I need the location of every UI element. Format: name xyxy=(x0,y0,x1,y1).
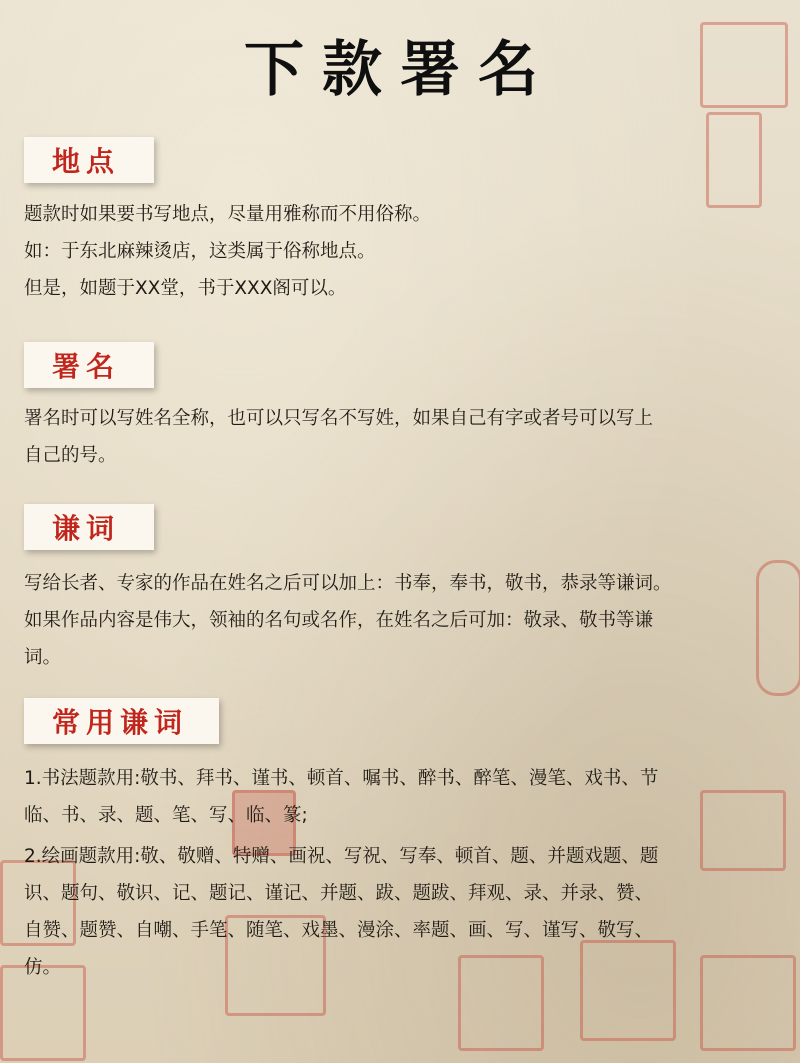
section-line: 自己的号。 xyxy=(24,445,117,466)
section-label-location: 地点 xyxy=(24,137,154,183)
section-line: 但是，如题于XX堂，书于XXX阁可以。 xyxy=(24,278,347,299)
section-label-humble-words: 谦词 xyxy=(24,504,154,550)
section-line: 识、题句、敬识、记、题记、谨记、并题、跋、题跋、拜观、录、并录、赞、 xyxy=(24,883,654,904)
page-title: 下款署名 xyxy=(244,35,556,105)
section-label-signature: 署名 xyxy=(24,342,154,388)
section-label-common-humble-words: 常用谦词 xyxy=(24,698,219,744)
section-line: 题款时如果要书写地点，尽量用雅称而不用俗称。 xyxy=(24,204,432,225)
section-line: 仿。 xyxy=(24,957,62,978)
seal-stamp xyxy=(706,112,762,208)
section-line: 1.书法题款用:敬书、拜书、谨书、顿首、嘱书、醉书、醉笔、漫笔、戏书、节 xyxy=(24,768,659,789)
section-line: 自赞、题赞、自嘲、手笔、随笔、戏墨、漫涂、率题、画、写、谨写、敬写、 xyxy=(24,920,654,941)
section-line: 词。 xyxy=(24,647,62,668)
section-line: 如：于东北麻辣烫店，这类属于俗称地点。 xyxy=(24,241,376,262)
section-line: 临、书、录、题、笔、写、临、篆; xyxy=(24,805,308,826)
section-line: 署名时可以写姓名全称，也可以只写名不写姓，如果自己有字或者号可以写上 xyxy=(24,408,654,429)
section-line: 如果作品内容是伟大，领袖的名句或名作，在姓名之后可加：敬录、敬书等谦 xyxy=(24,610,654,631)
section-line: 写给长者、专家的作品在姓名之后可以加上：书奉，奉书，敬书，恭录等谦词。 xyxy=(24,573,672,594)
section-line: 2.绘画题款用:敬、敬赠、特赠、画祝、写祝、写奉、顿首、题、并题戏题、题 xyxy=(24,846,659,867)
